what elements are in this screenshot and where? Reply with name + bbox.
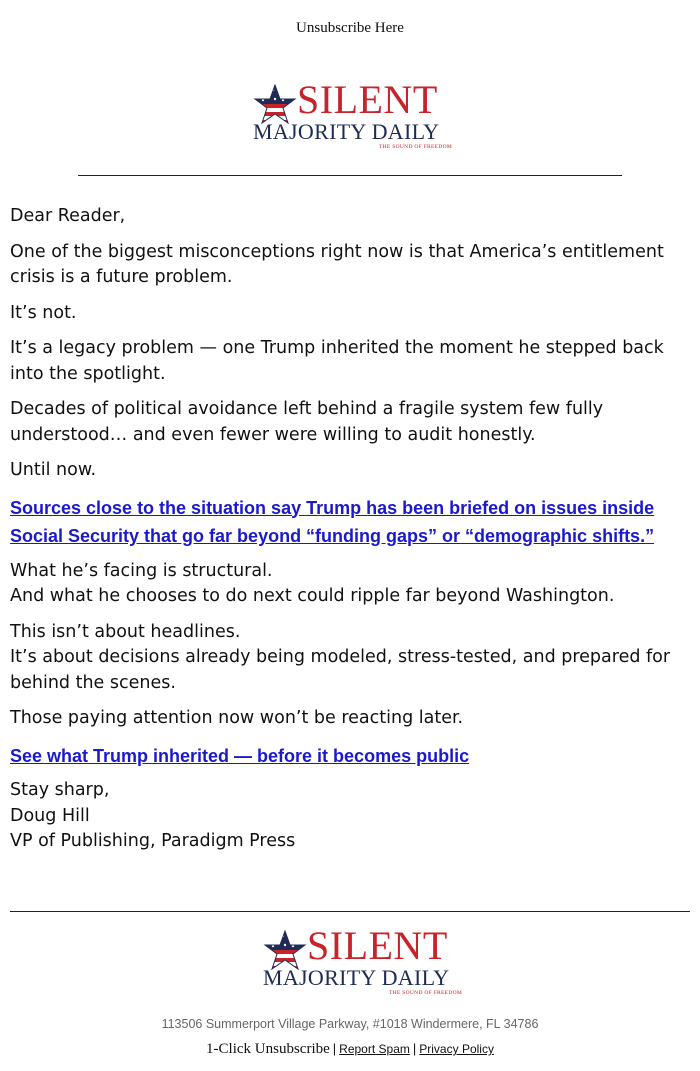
mailing-address: 113506 Summerport Village Parkway, #1018 Windermere, FL 34786 xyxy=(161,1017,539,1031)
report-spam-link[interactable]: Report Spam xyxy=(339,1042,410,1056)
paragraph-misconceptions: One of the biggest misconceptions right now is that America’s entitlement crisis is a future problem. xyxy=(10,241,664,287)
logo-tagline: THE SOUND OF FREEDOM xyxy=(379,144,453,150)
headlines-line-2: It’s about decisions already being modeled, stress-tested, and prepared for behind the scenes. xyxy=(10,647,671,693)
footer-links xyxy=(0,1041,700,1058)
separator: | xyxy=(332,1041,337,1056)
privacy-policy-link[interactable]: Privacy Policy xyxy=(419,1042,494,1056)
paragraph-attention: Those paying attention now won’t be reacting later. xyxy=(10,708,464,728)
structural-line-1: What he’s facing is structural. xyxy=(10,560,273,581)
logo-word-silent: SILENT xyxy=(307,923,448,968)
greeting: Dear Reader, xyxy=(10,206,126,226)
paragraph-decades: Decades of political avoidance left behind a fragile system few fully understood… and even fewer were willing to audit honestly. xyxy=(10,399,604,445)
unsubscribe-link[interactable]: Unsubscribe Here xyxy=(296,20,404,36)
logo-tagline: THE SOUND OF FREEDOM xyxy=(389,990,463,996)
signoff: Stay sharp, xyxy=(10,780,110,800)
logo-word-majority-daily: MAJORITY DAILY xyxy=(253,119,440,144)
paragraph-structural xyxy=(10,559,690,610)
logo-word-silent: SILENT xyxy=(297,77,438,122)
footer-brand-logo xyxy=(263,923,483,1002)
brand-logo xyxy=(253,77,473,156)
footer-divider xyxy=(10,911,690,912)
signature xyxy=(10,778,690,855)
paragraph-until-now: Until now. xyxy=(10,460,97,480)
signer-name: Doug Hill xyxy=(10,805,90,826)
paragraph-headlines xyxy=(10,620,690,697)
header-divider xyxy=(78,175,622,176)
promo-link-sources[interactable]: Sources close to the situation say Trump has been briefed on issues inside Social Security that go far beyond “funding gaps” or “demographic shifts.” xyxy=(10,497,655,546)
promo-link-see-what[interactable]: See what Trump inherited — before it becomes public xyxy=(10,745,470,766)
flag-star-icon xyxy=(263,930,307,970)
one-click-unsubscribe-link[interactable]: 1-Click Unsubscribe xyxy=(206,1041,330,1057)
logo-word-majority-daily: MAJORITY DAILY xyxy=(263,965,450,990)
structural-line-2: And what he chooses to do next could ripple far beyond Washington. xyxy=(10,586,615,606)
signer-title: VP of Publishing, Paradigm Press xyxy=(10,831,296,851)
paragraph-its-not: It’s not. xyxy=(10,302,77,323)
email-body xyxy=(10,204,690,865)
paragraph-legacy: It’s a legacy problem — one Trump inherited the moment he stepped back into the spotlight. xyxy=(10,338,664,384)
separator: | xyxy=(412,1041,417,1056)
flag-star-icon xyxy=(253,84,297,124)
headlines-line-1: This isn’t about headlines. xyxy=(10,621,241,642)
